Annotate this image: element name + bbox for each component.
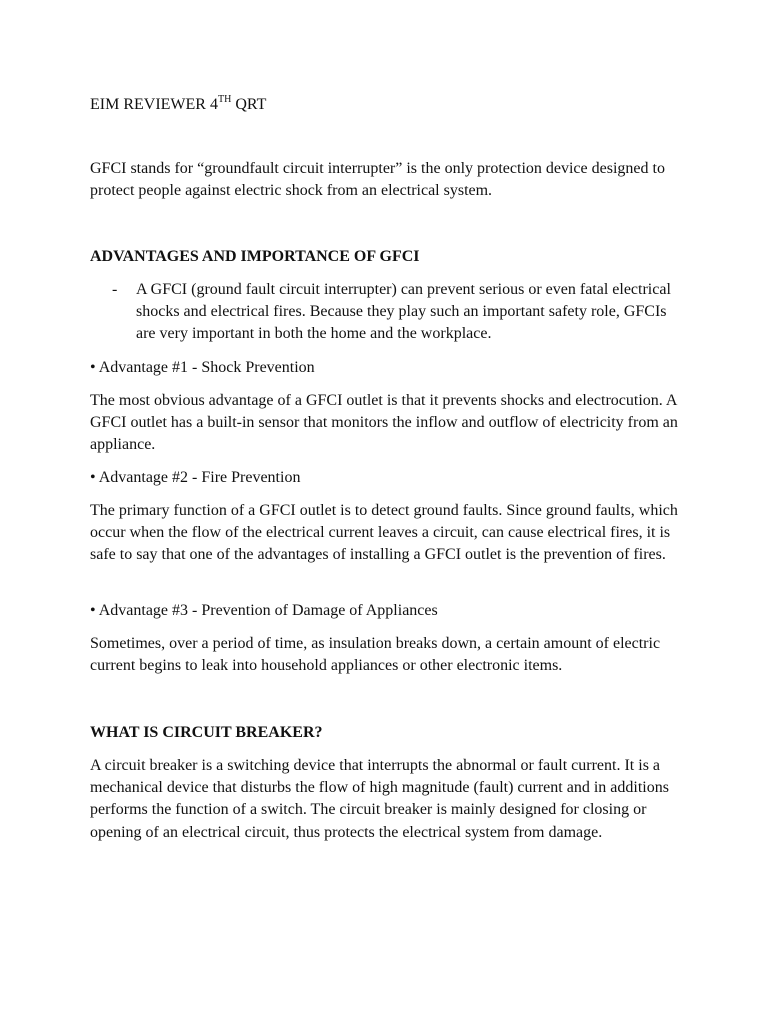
dash-marker: -	[112, 281, 118, 298]
advantage-2-heading: • Advantage #2 - Fire Prevention	[90, 469, 301, 486]
title-superscript: TH	[217, 94, 232, 105]
intro-paragraph: GFCI stands for “groundfault circuit interrupter” is the only protection device designed to protect people against electric shock from an electrical system.	[90, 160, 665, 200]
title-text: EIM REVIEWER 4	[90, 96, 218, 113]
heading-advantages: ADVANTAGES AND IMPORTANCE OF GFCI	[90, 248, 420, 265]
advantage-3-paragraph: Sometimes, over a period of time, as insulation breaks down, a certain amount of electric current begins to leak into household appliances or other electronic items.	[90, 635, 661, 675]
advantage-1-heading: • Advantage #1 - Shock Prevention	[90, 359, 315, 376]
advantage-1-paragraph: The most obvious advantage of a GFCI outlet is that it prevents shocks and electrocution. A GFCI outlet has a built-in sensor that monitors the inflow and outflow of electricity from an appliance.	[90, 392, 678, 454]
advantage-3-heading: • Advantage #3 - Prevention of Damage of Appliances	[90, 602, 438, 619]
heading-circuit-breaker: WHAT IS CIRCUIT BREAKER?	[90, 724, 323, 741]
dash-list-text: A GFCI (ground fault circuit interrupter) can prevent serious or even fatal electrical shocks and electrical fires. Because they play such an important safety role, GFCIs are very important in both the home and the workplace.	[136, 281, 671, 343]
title-suffix: QRT	[231, 96, 267, 113]
circuit-breaker-paragraph: A circuit breaker is a switching device that interrupts the abnormal or fault current. It is a mechanical device that disturbs the flow of high magnitude (fault) current and in additions performs the function of a switch. The circuit breaker is mainly designed for closing or opening of an electrical circuit, thus protects the electrical system from damage.	[90, 757, 669, 841]
document-title	[90, 94, 690, 116]
advantage-2-paragraph: The primary function of a GFCI outlet is to detect ground faults. Since ground faults, which occur when the flow of the electrical current leaves a circuit, can cause electrical fires, it is safe to say that one of the advantages of installing a GFCI outlet is the prevention of fires.	[90, 502, 678, 564]
